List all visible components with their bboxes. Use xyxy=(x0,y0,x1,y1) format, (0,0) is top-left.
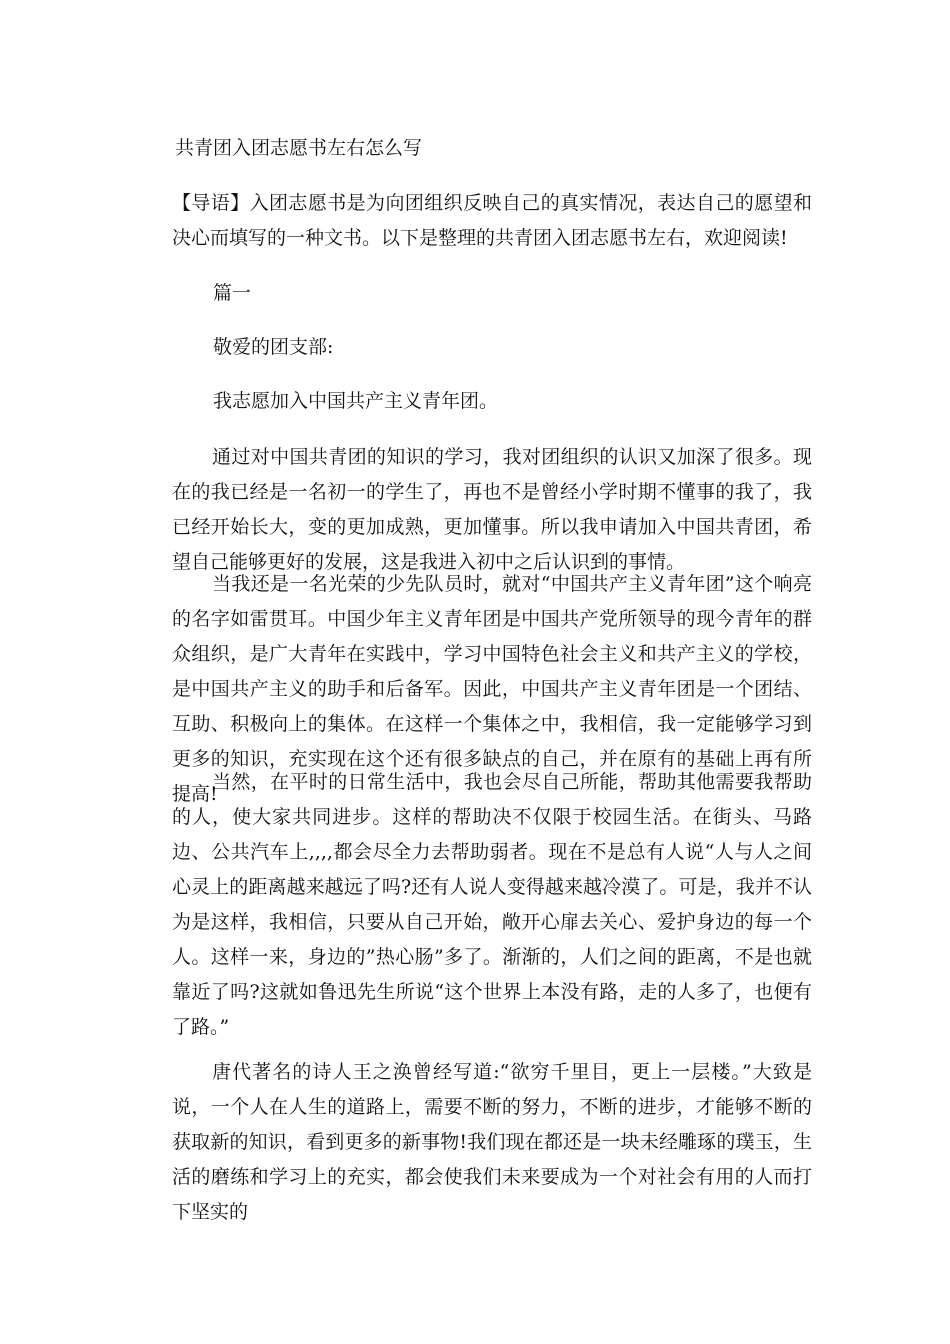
document-title: 共青团入团志愿书左右怎么写 xyxy=(175,137,423,159)
salutation: 敬爱的团支部: xyxy=(213,336,334,358)
body-paragraph: 唐代著名的诗人王之涣曾经写道:“欲穷千里目，更上一层楼。”大致是说，一个人在人生的道路上，需要不断的努力，不断的进步，才能够不断的获取新的知识，看到更多的新事物!我们现在都还是一块未经雕琢的璞玉，生活的磨练和学习上的充实，都会使我们未来要成为一个对社会有用的人而打下坚实的 xyxy=(172,1061,812,1223)
body-paragraph: 通过对中国共青团的知识的学习，我对团组织的认识又加深了很多。现在的我已经是一名初一的学生了，再也不是曾经小学时期不懂事的我了，我已经开始长大，变的更加成熟，更加懂事。所以我申请加入中国共青团，希望自己能够更好的发展，这是我进入初中之后认识到的事情。 xyxy=(172,446,812,573)
section-heading: 篇一 xyxy=(213,282,252,304)
body-paragraph: 当我还是一名光荣的少先队员时，就对“中国共产主义青年团”这个响亮的名字如雷贯耳。中国少年主义青年团是中国共产党所领导的现今青年的群众组织，是广大青年在实践中，学习中国特色社会主义和共产主义的学校，是中国共产主义的助手和后备军。因此，中国共产主义青年团是一个团结、互助、积极向上的集体。在这样一个集体之中，我相信，我一定能够学习到更多的知识，充实现在这个还有很多缺点的自己，并在原有的基础上再有所提高! xyxy=(172,573,812,805)
body-paragraph: 当然，在平时的日常生活中，我也会尽自己所能，帮助其他需要我帮助的人，使大家共同进步。这样的帮助决不仅限于校园生活。在街头、马路边、公共汽车上,,,,都会尽全力去帮助弱者。现在不是总有人说“人与人之间心灵上的距离越来越远了吗?还有人说人变得越来越冷漠了。可是，我并不认为是这样，我相信，只要从自己开始，敞开心扉去关心、爱护身边的每一个人。这样一来，身边的”热心肠”多了。渐渐的，人们之间的距离，不是也就靠近了吗?这就如鲁迅先生所说“这个世界上本没有路，走的人多了，也便有了路。” xyxy=(172,771,812,1038)
lead-paragraph: 【导语】入团志愿书是为向团组织反映自己的真实情况，表达自己的愿望和决心而填写的一种文书。以下是整理的共青团入团志愿书左右，欢迎阅读! xyxy=(172,192,812,249)
statement: 我志愿加入中国共产主义青年团。 xyxy=(213,390,499,412)
